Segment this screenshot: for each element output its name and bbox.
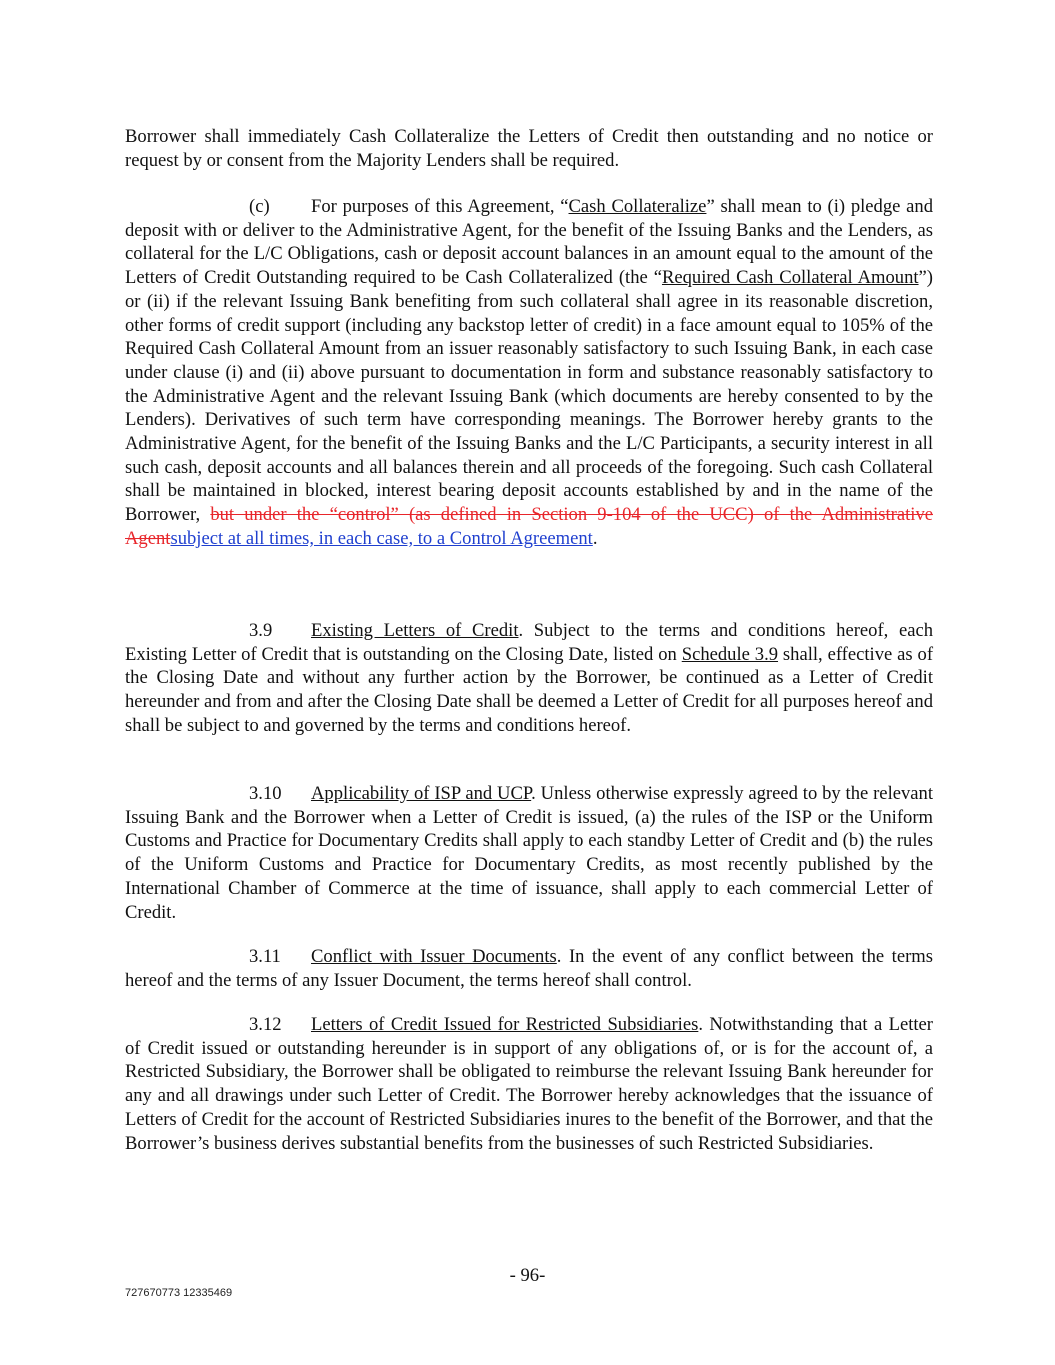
section-text: . Subject to the terms and conditions hereof, each Existing Letter of Credit that is outstanding on the Closing Date, listed on <box>125 620 933 665</box>
section-3-10 <box>125 782 933 924</box>
page-number: - 96- <box>509 1265 546 1286</box>
defined-term-required-cash-collateral-amount: Required Cash Collateral Amount <box>661 267 919 289</box>
inserted-text: subject at all times, in each case, to a Control Agreement <box>170 527 593 549</box>
section-heading: Conflict with Issuer Documents <box>311 946 557 967</box>
paragraph-c-text: For purposes of this Agreement, “ <box>311 196 569 217</box>
deleted-text: but under the “control” (as defined <box>210 504 497 526</box>
deleted-text: the Administrative Agent <box>125 504 933 549</box>
section-heading: Applicability of ISP and UCP <box>311 783 532 804</box>
section-heading: Existing Letters of Credit <box>311 620 519 641</box>
section-text: . Notwithstanding that a Letter of Credit issued or outstanding hereunder is in support of any obligations of, or is for the account of, a Restricted Subsidiary, the Borrower shall be obligated to reimburse the relevant Issuing Bank hereunder for any and all drawings under such Letter of Credit. The Borrower hereby acknowledges that the issuance of Letters of Credit for the account of Restricted Subsidiaries inures to the benefit of the Borrower, and that the Borrower’s business derives substantial benefits from the businesses of such Restricted Subsidiaries. <box>125 1014 933 1154</box>
section-text: . Unless otherwise expressly agreed to by the relevant Issuing Bank and the Borrower when a Letter of Credit is issued, (a) the rules of the ISP or the Uniform Customs and Practice for Documentary Credits shall apply to each standby Letter of Credit and (b) the rules of the Uniform Customs and Practice for Documentary Credits, as most recently published by the International Chamber of Commerce at the time of issuance, shall apply to each commercial Letter of Credit. <box>125 783 933 923</box>
continuation-paragraph <box>125 125 933 172</box>
section-heading: Letters of Credit Issued for Restricted Subsidiaries <box>311 1014 699 1035</box>
section-text: shall, effective as of the Closing Date and without any further action by the Borrower, be continued as a Letter of Credit hereunder and from and after the Closing Date shall be deemed a Letter of Credit for all purposes hereof and shall be subject to and governed by the terms and conditions hereof. <box>125 643 934 736</box>
paragraph-c-marker: (c) <box>249 196 270 217</box>
defined-term-cash-collateralize: Cash Collateralize <box>568 196 707 217</box>
paragraph-c <box>125 195 933 551</box>
schedule-reference: Schedule 3.9 <box>681 643 779 665</box>
section-number: 3.10 <box>249 783 282 804</box>
document-id: 727670773 12335469 <box>125 1287 233 1299</box>
deleted-text: in Section 9-104 of the UCC) of <box>496 504 780 526</box>
section-number: 3.12 <box>249 1014 282 1035</box>
section-text: . In the event of any conflict between the terms hereof and the terms of any Issuer Document, the terms hereof shall control. <box>125 946 933 991</box>
section-3-12 <box>125 1013 933 1155</box>
paragraph-c-text: ” shall mean to (i) pledge and deposit with or deliver to the Administrative Agent, for the benefit of the Issuing Banks and the Lenders, as collateral for the L/C Obligations, cash or deposit account balances in an amount equal to the amount of the Letters of Credit Outstanding required to be Cash Collateralized (the “ <box>125 196 933 289</box>
section-number: 3.9 <box>249 620 273 641</box>
section-3-9 <box>125 619 933 738</box>
continuation-text: Borrower shall immediately Cash Collateralize the Letters of Credit then outstanding and no notice or request by or consent from the Majority Lenders shall be required. <box>125 126 933 171</box>
paragraph-c-text: . <box>592 527 598 549</box>
paragraph-c-text: ”) or (ii) if the relevant Issuing Bank benefiting from such collateral shall agree in its reasonable discretion, other forms of credit support (including any backstop letter of credit) in a face amount equal to 105% of the Required Cash Collateral Amount from an issuer reasonably satisfactory to such Issuing Bank, in each case under clause (i) and (ii) above pursuant to documentation in form and substance reasonably satisfactory to the Administrative Agent and the relevant Issuing Bank (which documents are hereby consented to by the Lenders). Derivatives of such term have corresponding meanings. The Borrower hereby grants to the Administrative Agent, for the benefit of the Issuing Banks and the L/C Participants, a security interest in all such cash, deposit accounts and all balances therein and all proceeds of the foregoing. Such cash Collateral shall be maintained in blocked, interest bearing deposit accounts established by and in the name of the Borrower, <box>125 267 933 526</box>
section-3-11 <box>125 945 933 992</box>
section-number: 3.11 <box>249 946 281 967</box>
